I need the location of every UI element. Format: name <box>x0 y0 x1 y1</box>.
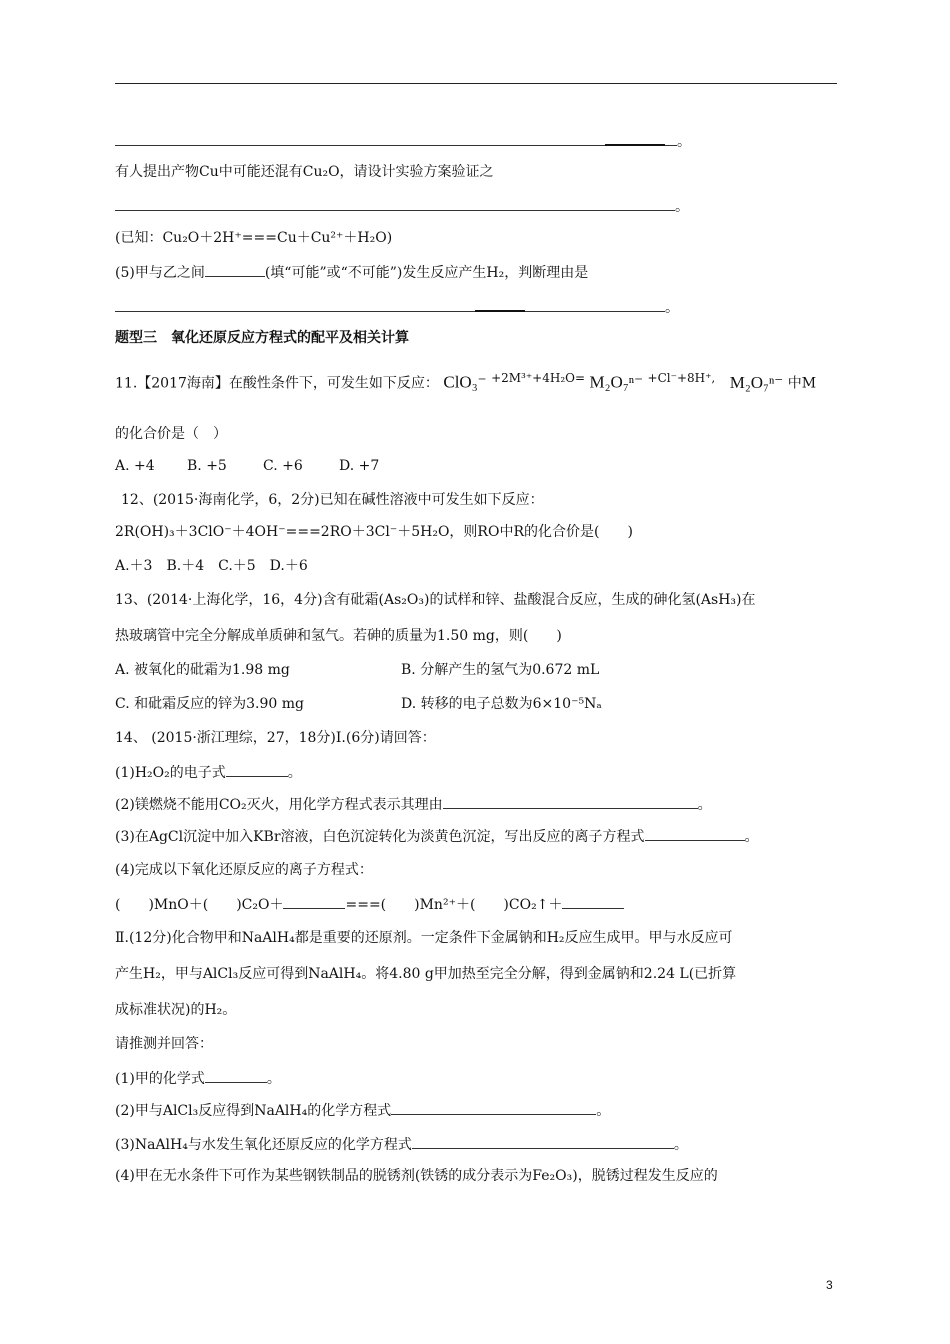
q14-head: 14、 (2015·浙江理综，27，18分)Ⅰ.(6分)请回答： <box>115 730 436 746</box>
answer-blank[interactable] <box>226 762 288 777</box>
q10-answer-line-2: 。 <box>115 196 689 217</box>
q13-head: 13、(2014·上海化学，16，4分)含有砒霜(As₂O₃)的试样和锌、盐酸混合反应，生成的砷化氢(AsH₃)在 <box>115 592 756 608</box>
answer-blank[interactable] <box>205 1068 267 1083</box>
option-b[interactable]: B. 分解产生的氢气为0.672 mL <box>401 662 600 678</box>
answer-blank[interactable] <box>391 1100 596 1115</box>
answer-blank[interactable] <box>283 894 345 909</box>
q14-II-q1: (1)甲的化学式 。 <box>115 1068 281 1089</box>
m2o7-formula: M₂O₇ⁿ⁻ <box>589 372 644 392</box>
q10-part5: (5)甲与乙之间 (填“可能”或“不可能”)发生反应产生H₂，判断理由是 <box>115 262 588 283</box>
answer-blank[interactable] <box>645 826 745 841</box>
q14-equation: ( )MnO＋( )C₂O＋ ===( )Mn²⁺＋( )CO₂↑＋ <box>115 894 624 915</box>
option-d[interactable]: D. +7 <box>339 458 380 474</box>
q12-options: A.＋3 B.＋4 C.＋5 D.＋6 <box>115 558 308 574</box>
answer-blank[interactable] <box>525 297 665 312</box>
q13-stem-2: 热玻璃管中完全分解成单质砷和氢气。若砷的质量为1.50 mg，则( ) <box>115 628 562 644</box>
option-c[interactable]: C. 和砒霜反应的锌为3.90 mg <box>115 696 304 712</box>
section-title: 题型三 氧化还原反应方程式的配平及相关计算 <box>115 330 409 346</box>
q14-II-1: Ⅱ.(12分)化合物甲和NaAlH₄都是重要的还原剂。一定条件下金属钠和H₂反应生成甲。甲与水反应可 <box>115 930 733 946</box>
q11-stem-2: 的化合价是（ ） <box>115 426 227 442</box>
option-d[interactable]: D. 转移的电子总数为6×10⁻⁵Nₐ <box>401 696 602 712</box>
q12-head: 12、(2015·海南化学，6，2分)已知在碱性溶液中可发生如下反应： <box>121 492 544 508</box>
header-rule <box>115 83 837 84</box>
answer-blank[interactable] <box>443 794 698 809</box>
answer-blank[interactable] <box>115 297 475 312</box>
page-number: 3 <box>826 1278 833 1292</box>
q14-II-3: 成标准状况)的H₂。 <box>115 1002 237 1018</box>
answer-blank[interactable] <box>665 131 677 146</box>
option-c[interactable]: C. +6 <box>263 458 303 474</box>
answer-blank[interactable] <box>562 894 624 909</box>
q14-part2: (2)镁燃烧不能用CO₂灭火，用化学方程式表示其理由 。 <box>115 794 712 815</box>
answer-blank[interactable] <box>205 262 265 277</box>
q14-II-2: 产生H₂，甲与AlCl₃反应可得到NaAlH₄。将4.80 g甲加热至完全分解，得到金属钠和2.24 L(已折算 <box>115 966 737 982</box>
q14-part1: (1)H₂O₂的电子式 。 <box>115 762 302 783</box>
option-b[interactable]: B. +5 <box>187 458 227 474</box>
m2o7-formula: M₂O₇ⁿ⁻ <box>729 372 784 392</box>
q14-ask: 请推测并回答： <box>115 1036 213 1052</box>
q14-II-q4: (4)甲在无水条件下可作为某些钢铁制品的脱锈剂(铁锈的成分表示为Fe₂O₃)，脱锈过程发生反应的 <box>115 1168 718 1184</box>
q10-part5-answer-line: 。 <box>115 296 679 318</box>
option-a[interactable]: A. 被氧化的砒霜为1.98 mg <box>115 662 290 678</box>
answer-blank[interactable] <box>115 196 675 211</box>
q14-II-q3: (3)NaAlH₄与水发生氧化还原反应的化学方程式 。 <box>115 1134 688 1155</box>
q11-stem: 11.【2017海南】在酸性条件下，可发生如下反应： ClO₃⁻ +2M³⁺+4H₂O= M₂O₇ⁿ⁻ +Cl⁻+8H⁺, M₂O₇ⁿ⁻ 中M <box>115 371 817 392</box>
q10-cu2o-prompt: 有人提出产物Cu中可能还混有Cu₂O，请设计实验方案验证之 <box>115 164 494 180</box>
answer-blank[interactable] <box>412 1134 674 1149</box>
answer-blank[interactable] <box>115 131 605 146</box>
q14-part3: (3)在AgCl沉淀中加入KBr溶液，白色沉淀转化为淡黄色沉淀，写出反应的离子方程式 。 <box>115 826 759 847</box>
answer-blank[interactable] <box>475 296 525 312</box>
q11-options <box>115 456 379 476</box>
q10-answer-line-1: 。 <box>115 130 691 152</box>
clo3-formula: ClO₃⁻ <box>443 372 487 392</box>
q12-equation: 2R(OH)₃＋3ClO⁻＋4OH⁻===2RO＋3Cl⁻＋5H₂O，则RO中R的化合价是( ) <box>115 524 633 540</box>
q14-II-q2: (2)甲与AlCl₃反应得到NaAlH₄的化学方程式 。 <box>115 1100 610 1121</box>
q10-known: (已知：Cu₂O＋2H⁺===Cu＋Cu²⁺＋H₂O) <box>115 230 393 246</box>
q14-part4: (4)完成以下氧化还原反应的离子方程式： <box>115 862 373 878</box>
answer-blank[interactable] <box>605 130 665 146</box>
q13-options-ab <box>115 660 599 680</box>
q13-options-cd <box>115 694 602 714</box>
option-a[interactable]: A. +4 <box>115 458 155 474</box>
